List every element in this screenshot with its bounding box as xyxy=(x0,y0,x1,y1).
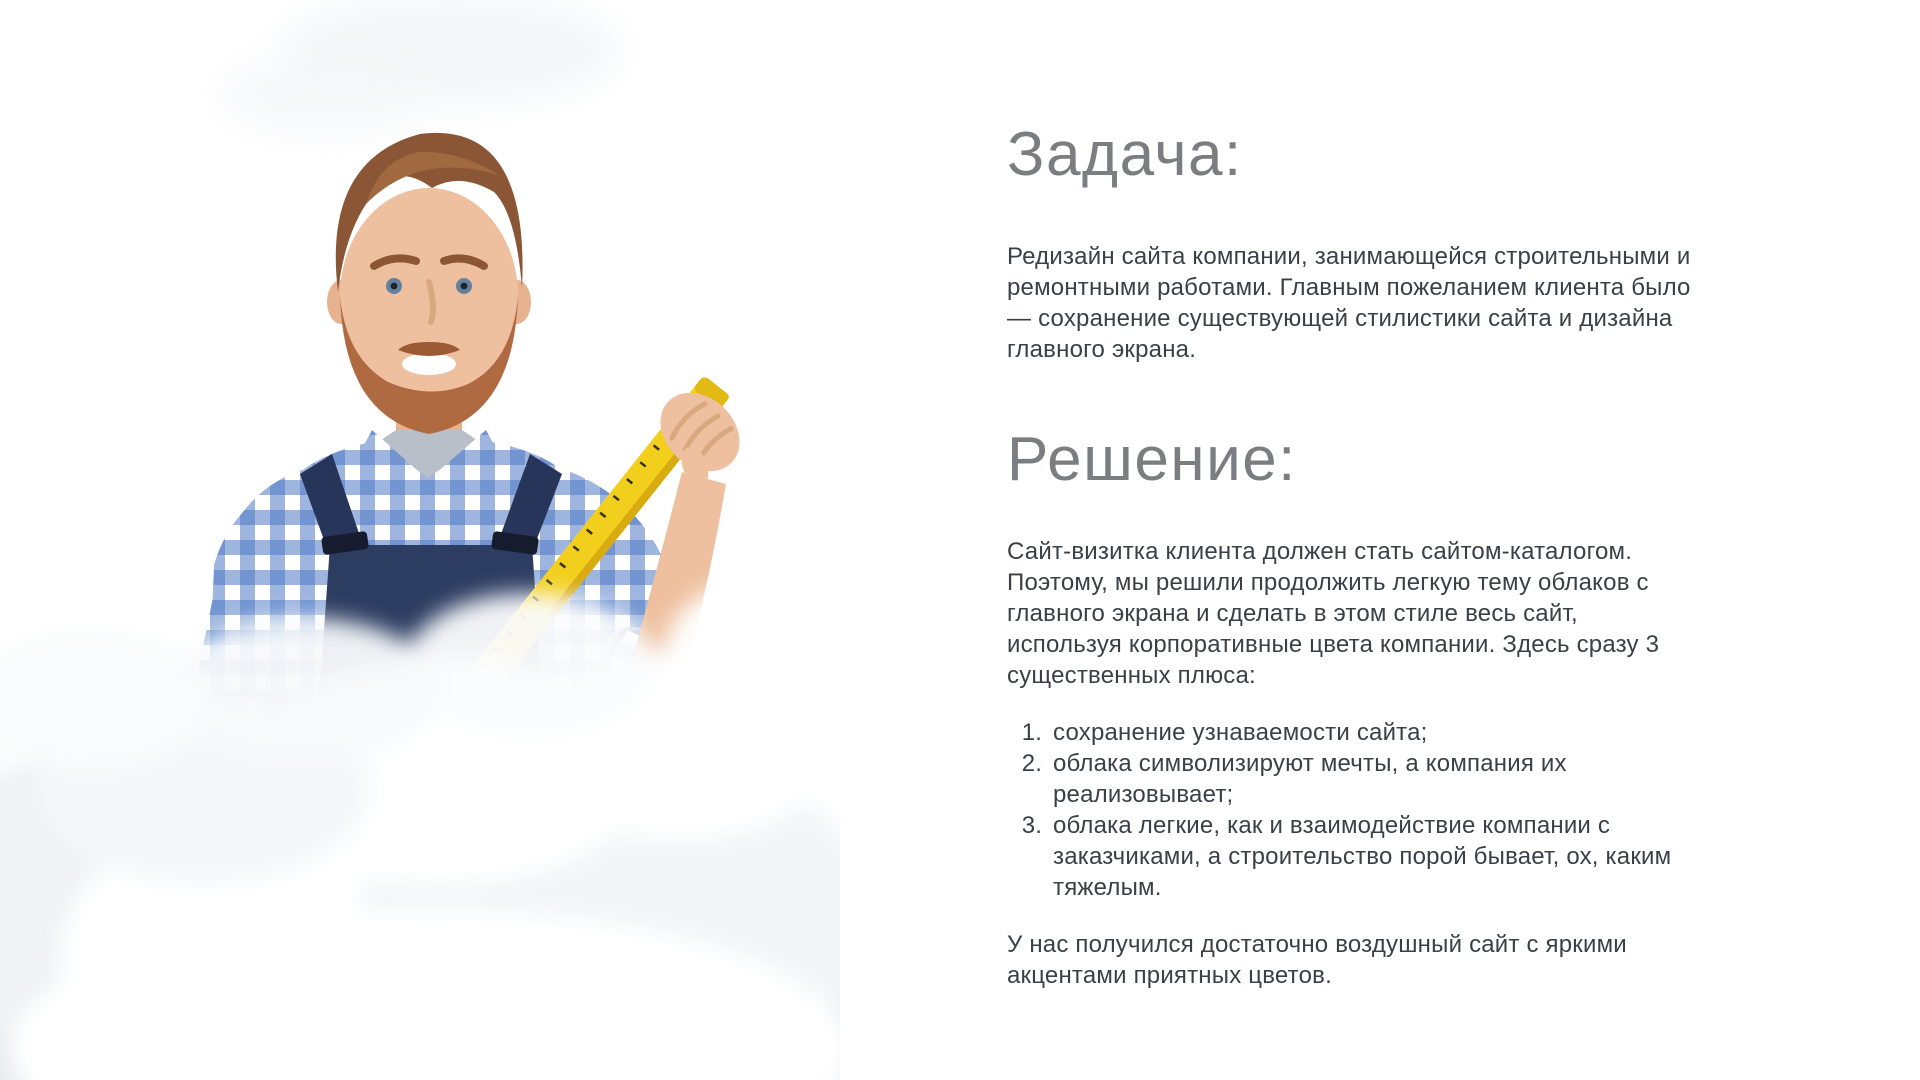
list-item: 1. сохранение узнаваемости сайта; xyxy=(1049,717,1689,748)
background-cloud xyxy=(220,0,620,135)
head xyxy=(327,133,531,434)
case-text-column xyxy=(1007,122,1707,991)
list-item: 3. облака легкие, как и взаимодействие компании с заказчиками, а строительство порой бывает, ох, каким тяжелым. xyxy=(1049,810,1689,903)
task-description: Редизайн сайта компании, занимающейся строительными и ремонтными работами. Главным пожеланием клиента было — сохранение существующей стилистики сайта и дизайна главного экрана. xyxy=(1007,243,1691,364)
eye-pupil xyxy=(461,283,468,290)
solution-result: У нас получился достаточно воздушный сайт с яркими акцентами приятных цветов. xyxy=(1007,931,1627,990)
worker-in-clouds-illustration xyxy=(0,0,840,1080)
solution-description: Сайт-визитка клиента должен стать сайтом-каталогом. Поэтому, мы решили продолжить легкую тему облаков с главного экрана и сделать в этом стиле весь сайт, используя корпоративные цвета компании. Здесь сразу 3 существенных плюса: xyxy=(1007,538,1660,690)
solution-heading: Решение: xyxy=(1007,425,1297,495)
foreground-clouds xyxy=(0,578,840,1080)
solution-advantages-list xyxy=(1007,717,1689,903)
task-heading: Задача: xyxy=(1007,120,1243,189)
list-item: 2. облака символизируют мечты, а компания их реализовывает; xyxy=(1049,748,1689,810)
eye-pupil xyxy=(391,283,398,290)
smile-teeth xyxy=(402,353,456,375)
